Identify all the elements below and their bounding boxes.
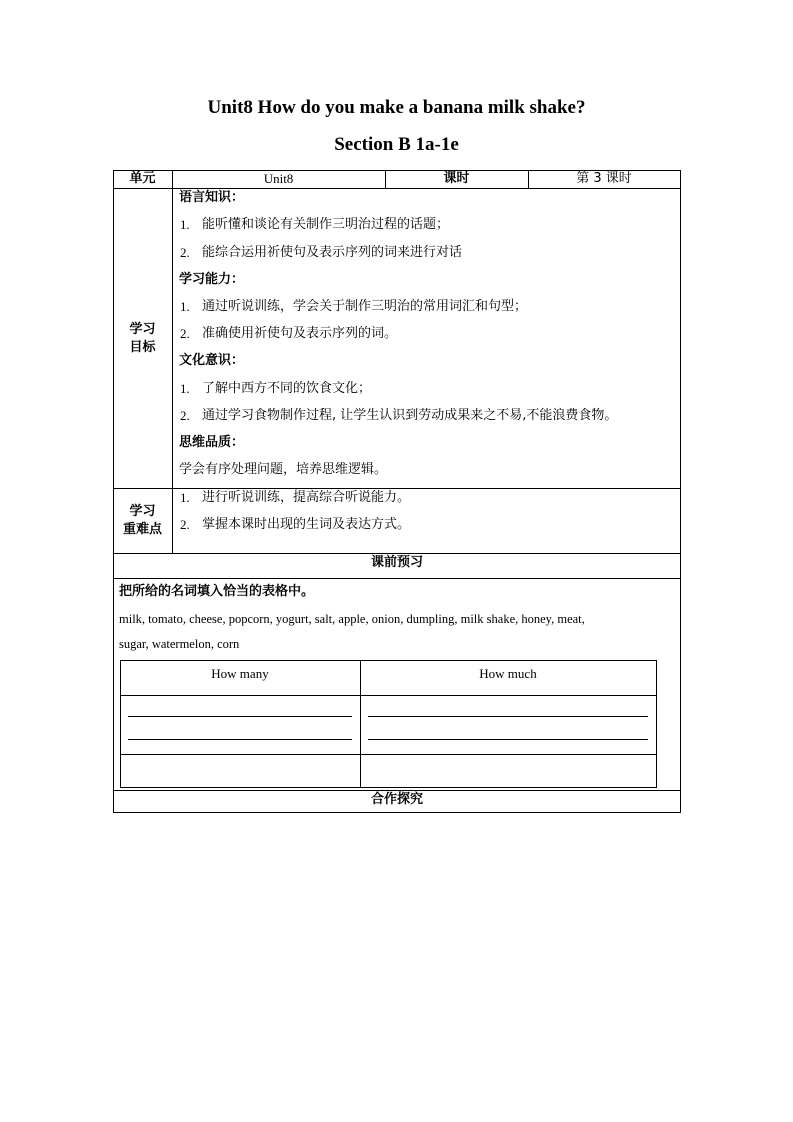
list-item: 能综合运用祈使句及表示序列的词来进行对话 [202,245,463,260]
list-item: 准确使用祈使句及表示序列的词。 [202,326,398,341]
list-item-number: 1. [180,299,190,314]
answer-blank-how-many[interactable] [128,739,352,740]
inner-table-line [120,660,657,661]
list-item: 进行听说训练，提高综合听说能力。 [202,490,411,505]
list-item-number: 2. [180,326,190,341]
culture-heading: 文化意识： [179,353,245,368]
key-points-label-line2: 重难点 [122,522,162,537]
lesson-plan-table [113,170,681,813]
list-item: 掌握本课时出现的生词及表达方式。 [202,517,411,532]
list-item: 了解中西方不同的饮食文化； [202,381,372,396]
list-item: 能听懂和谈论有关制作三明治过程的话题； [202,217,450,232]
unit-value: Unit8 [263,171,294,186]
cooperation-heading: 合作探究 [370,792,423,807]
list-item-number: 2. [180,517,190,532]
page-subtitle: Section B 1a-1e [334,134,459,155]
ability-heading: 学习能力： [179,272,245,287]
preview-instruction: 把所给的名词填入恰当的表格中。 [119,584,315,599]
list-item-number: 1. [180,490,190,505]
list-item: 通过听说训练，学会关于制作三明治的常用词汇和句型； [202,299,528,314]
inner-table-line [120,695,657,696]
key-points-label-line1: 学习 [129,504,156,519]
lesson-value: 第 3 课时 [576,171,632,186]
table-border-right [680,170,681,813]
column-divider [172,170,173,553]
list-item-number: 2. [180,245,190,260]
inner-table-line [120,787,657,788]
page-title: Unit8 How do you make a banana milk shake? [207,97,586,118]
answer-blank-how-many[interactable] [128,716,352,717]
row-divider [113,578,681,579]
lesson-label: 课时 [443,171,470,186]
list-item: 通过学习食物制作过程, 让学生认识到劳动成果来之不易,不能浪费食物。 [202,408,618,423]
thinking-text: 学会有序处理问题，培养思维逻辑。 [179,462,388,477]
table-border-bottom [113,812,681,813]
column-header-how-much: How much [479,666,537,681]
objectives-label-line1: 学习 [129,322,156,337]
list-item-number: 2. [180,408,190,423]
unit-label: 单元 [129,171,156,186]
inner-table-line [120,754,657,755]
answer-blank-how-much[interactable] [368,739,648,740]
objectives-label-line2: 目标 [129,340,156,355]
thinking-heading: 思维品质： [179,435,245,450]
column-header-how-many: How many [211,666,269,681]
inner-table-line [656,660,657,788]
preview-heading: 课前预习 [370,555,423,570]
list-item-number: 1. [180,217,190,232]
word-list-line2: sugar, watermelon, corn [119,637,240,651]
language-heading: 语言知识： [179,190,245,205]
list-item-number: 1. [180,381,190,396]
word-list-line1: milk, tomato, cheese, popcorn, yogurt, salt, apple, onion, dumpling, milk shake, honey, meat, [119,612,585,626]
answer-blank-how-much[interactable] [368,716,648,717]
table-border-left [113,170,114,813]
